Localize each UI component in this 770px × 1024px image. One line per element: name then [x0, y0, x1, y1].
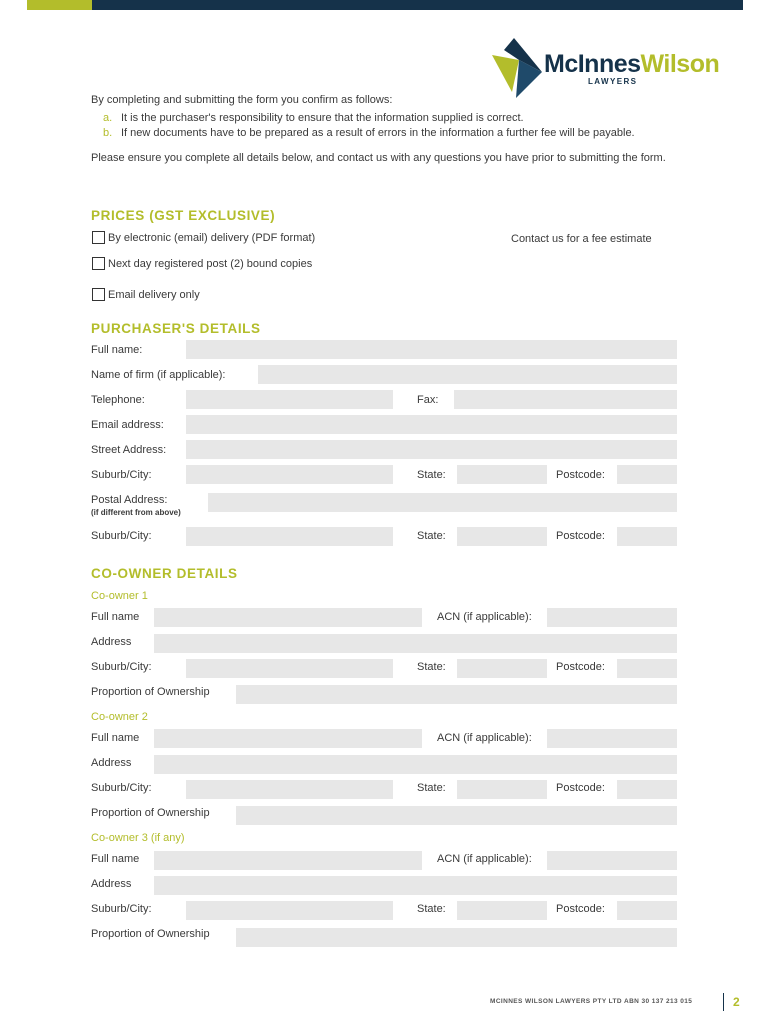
firm-label: Name of firm (if applicable):	[91, 369, 226, 381]
suburb-label: Suburb/City:	[91, 469, 152, 481]
state-label: State:	[417, 903, 446, 915]
coowner-3-postcode-field[interactable]	[617, 901, 677, 920]
state-label: State:	[417, 661, 446, 673]
purchaser-heading: PURCHASER'S DETAILS	[91, 321, 261, 336]
coowner-2-address-field[interactable]	[154, 755, 677, 774]
confirmation-item: b. If new documents have to be prepared as a result of errors in the information a further fee will be payable.	[103, 127, 635, 139]
address-label: Address	[91, 757, 132, 769]
coowner-3-address-field[interactable]	[154, 876, 677, 895]
option-electronic-delivery[interactable]: By electronic (email) delivery (PDF format)	[92, 231, 315, 244]
coowner-1-proportion-field[interactable]	[236, 685, 677, 704]
option-registered-post[interactable]: Next day registered post (2) bound copies	[92, 257, 312, 270]
prices-heading: PRICES (GST EXCLUSIVE)	[91, 208, 276, 223]
postal-address-note: (if different from above)	[91, 508, 181, 517]
postcode-label: Postcode:	[556, 661, 605, 673]
acn-label: ACN (if applicable):	[437, 611, 532, 623]
coowner-1-title: Co-owner 1	[91, 590, 148, 602]
coowner-1-postcode-field[interactable]	[617, 659, 677, 678]
proportion-label: Proportion of Ownership	[91, 807, 210, 819]
coowner-2-state-field[interactable]	[457, 780, 547, 799]
purchaser-firm-field[interactable]	[258, 365, 677, 384]
coowner-2-title: Co-owner 2	[91, 711, 148, 723]
checkbox[interactable]	[92, 288, 105, 301]
suburb-label: Suburb/City:	[91, 661, 152, 673]
logo-wordmark: McInnesWilson	[544, 50, 720, 78]
checkbox[interactable]	[92, 257, 105, 270]
postal-address-label: Postal Address:	[91, 494, 168, 506]
coowner-3-proportion-field[interactable]	[236, 928, 677, 947]
coowner-3-state-field[interactable]	[457, 901, 547, 920]
intro-note: Please ensure you complete all details below, and contact us with any questions you have prior to submitting the form.	[91, 151, 666, 164]
postcode-label: Postcode:	[556, 469, 605, 481]
coowner-heading: CO-OWNER DETAILS	[91, 566, 238, 581]
confirmation-item: a. It is the purchaser's responsibility to ensure that the information supplied is correct.	[103, 111, 524, 124]
coowner-1-full-name-field[interactable]	[154, 608, 422, 627]
coowner-2-suburb-field[interactable]	[186, 780, 393, 799]
suburb-label: Suburb/City:	[91, 903, 152, 915]
coowner-1-state-field[interactable]	[457, 659, 547, 678]
purchaser-postal-field[interactable]	[208, 493, 677, 512]
purchaser-email-field[interactable]	[186, 415, 677, 434]
coowner-1-suburb-field[interactable]	[186, 659, 393, 678]
email-label: Email address:	[91, 419, 164, 431]
coowner-3-acn-field[interactable]	[547, 851, 677, 870]
top-accent-bar-navy	[92, 0, 743, 10]
purchaser-state-field[interactable]	[457, 465, 547, 484]
coowner-2-proportion-field[interactable]	[236, 806, 677, 825]
purchaser-suburb-field[interactable]	[186, 465, 393, 484]
purchaser-postcode-field[interactable]	[617, 465, 677, 484]
postcode-label: Postcode:	[556, 530, 605, 542]
proportion-label: Proportion of Ownership	[91, 928, 210, 940]
coowner-2-postcode-field[interactable]	[617, 780, 677, 799]
coowner-3-suburb-field[interactable]	[186, 901, 393, 920]
postcode-label: Postcode:	[556, 903, 605, 915]
suburb-label: Suburb/City:	[91, 530, 152, 542]
logo-tagline: LAWYERS	[588, 77, 638, 86]
footer-divider	[723, 993, 724, 1011]
purchaser-fax-field[interactable]	[454, 390, 677, 409]
intro-lead: By completing and submitting the form you confirm as follows:	[91, 94, 393, 106]
coowner-2-full-name-field[interactable]	[154, 729, 422, 748]
coowner-3-title: Co-owner 3 (if any)	[91, 832, 185, 844]
coowner-1-address-field[interactable]	[154, 634, 677, 653]
suburb-label: Suburb/City:	[91, 782, 152, 794]
acn-label: ACN (if applicable):	[437, 853, 532, 865]
state-label: State:	[417, 782, 446, 794]
coowner-full-name-label: Full name	[91, 611, 140, 623]
acn-label: ACN (if applicable):	[437, 732, 532, 744]
purchaser-telephone-field[interactable]	[186, 390, 393, 409]
state-label: State:	[417, 530, 446, 542]
proportion-label: Proportion of Ownership	[91, 686, 210, 698]
postal-suburb-field[interactable]	[186, 527, 393, 546]
fee-estimate-note: Contact us for a fee estimate	[511, 233, 652, 245]
coowner-full-name-label: Full name	[91, 732, 140, 744]
page-number: 2	[733, 995, 740, 1009]
option-email-only[interactable]: Email delivery only	[92, 288, 200, 301]
coowner-1-acn-field[interactable]	[547, 608, 677, 627]
purchaser-full-name-field[interactable]	[186, 340, 677, 359]
address-label: Address	[91, 636, 132, 648]
address-label: Address	[91, 878, 132, 890]
top-accent-bar-green	[27, 0, 92, 10]
postal-postcode-field[interactable]	[617, 527, 677, 546]
coowner-2-acn-field[interactable]	[547, 729, 677, 748]
postcode-label: Postcode:	[556, 782, 605, 794]
confirmation-list	[91, 111, 681, 142]
intro-text	[91, 93, 681, 166]
checkbox[interactable]	[92, 231, 105, 244]
purchaser-street-field[interactable]	[186, 440, 677, 459]
footer-company: MCINNES WILSON LAWYERS PTY LTD ABN 30 137 213 015	[490, 998, 693, 1005]
coowner-3-full-name-field[interactable]	[154, 851, 422, 870]
fax-label: Fax:	[417, 394, 439, 406]
telephone-label: Telephone:	[91, 394, 145, 406]
full-name-label: Full name:	[91, 344, 143, 356]
street-address-label: Street Address:	[91, 444, 167, 456]
state-label: State:	[417, 469, 446, 481]
coowner-full-name-label: Full name	[91, 853, 140, 865]
postal-state-field[interactable]	[457, 527, 547, 546]
